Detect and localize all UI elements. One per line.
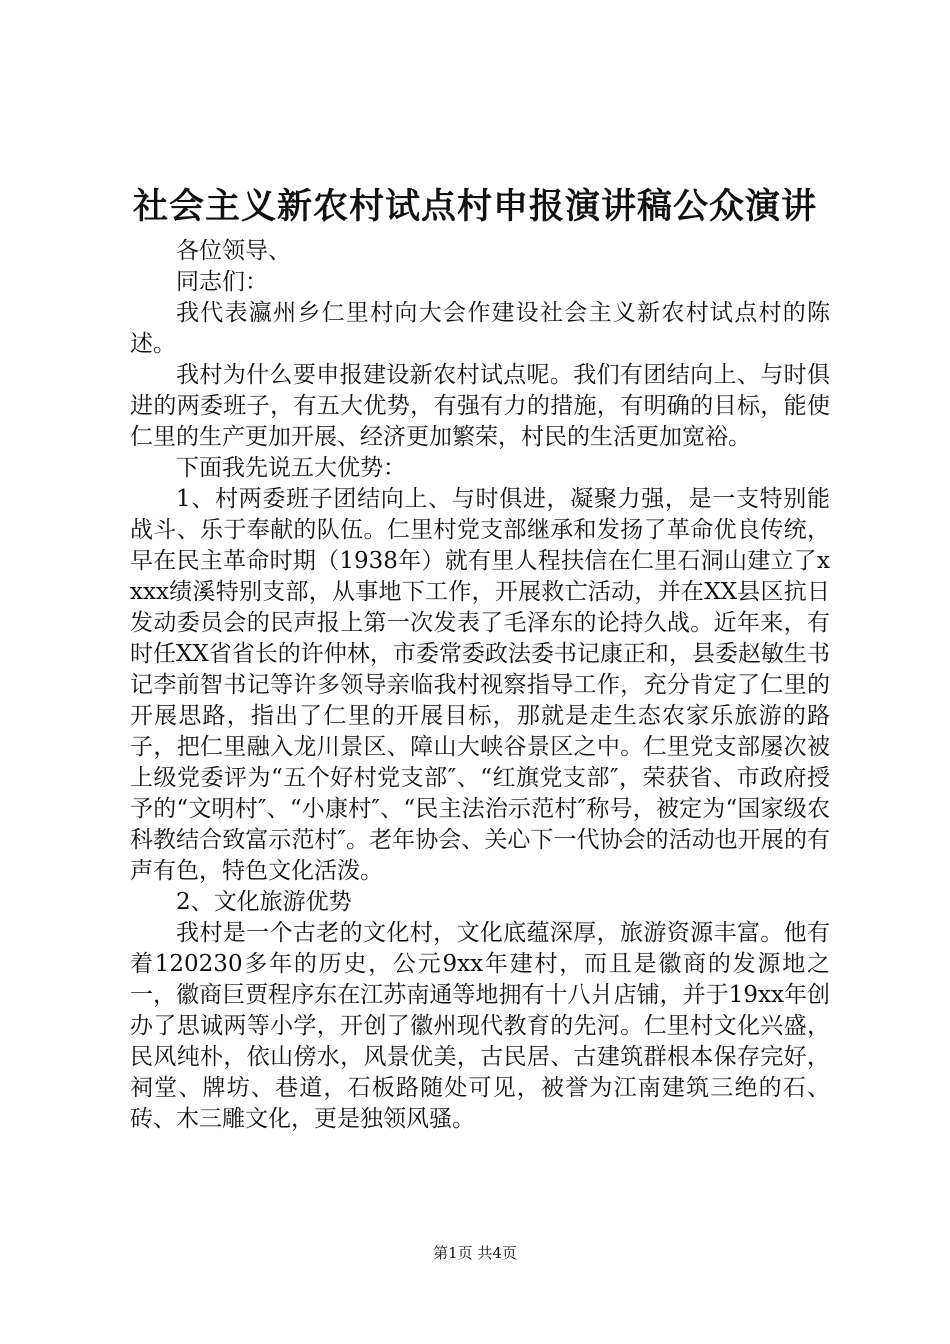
paragraph-culture-tourism: 我村是一个古老的文化村，文化底蕴深厚，旅游资源丰富。他有着120230多年的历史，公元9xx年建村，而且是徽商的发源地之一，徽商巨贾程序东在江苏南通等地拥有十八爿店铺，并于19xx年创办了思诚两等小学，开创了徽州现代教育的先河。仁里村文化兴盛，民风纯朴，依山傍水，风景优美，古民居、古建筑群根本保存完好，祠堂、牌坊、巷道，石板路随处可见，被誉为江南建筑三绝的石、砖、木三雕文化，更是独领风骚。	[130, 920, 830, 1132]
document-title: 社会主义新农村试点村申报演讲稿公众演讲	[132, 186, 817, 227]
salutation-comrades: 同志们：	[176, 269, 268, 295]
paragraph-five-advantages: 下面我先说五大优势：	[176, 455, 406, 481]
heading-advantage-2: 2、文化旅游优势	[176, 889, 352, 915]
document-body	[130, 236, 830, 1135]
paragraph-advantage-1: 1、村两委班子团结向上、与时俱进，凝聚力强，是一支特别能战斗、乐于奉献的队伍。仁里村党支部继承和发扬了革命优良传统，早在民主革命时期（1938年）就有里人程扶信在仁里石洞山建立了xxxx绩溪特别支部，从事地下工作，开展救亡活动，并在XX县区抗日发动委员会的民声报上第一次发表了毛泽东的论持久战。近年来，有时任XX省省长的许仲林，市委常委政法委书记康正和，县委赵敏生书记李前智书记等许多领导亲临我村视察指导工作，充分肯定了仁里的开展思路，指出了仁里的开展目标，那就是走生态农家乐旅游的路子，把仁里融入龙川景区、障山大峡谷景区之中。仁里党支部屡次被上级党委评为“五个好村党支部″、“红旗党支部″，荣获省、市政府授予的“文明村″、“小康村″、“民主法治示范村″称号，被定为“国家级农科教结合致富示范村″。老年协会、关心下一代协会的活动也开展的有声有色，特色文化活泼。	[130, 486, 830, 884]
paragraph-why-apply: 我村为什么要申报建设新农村试点呢。我们有团结向上、与时俱进的两委班子，有五大优势，有强有力的措施，有明确的目标，能使仁里的生产更加开展、经济更加繁荣，村民的生活更加宽裕。	[130, 362, 830, 450]
paragraph-intro: 我代表瀛州乡仁里村向大会作建设社会主义新农村试点村的陈述。	[130, 300, 830, 357]
salutation-leaders: 各位领导、	[176, 238, 291, 264]
page-number-footer: 第1页 共4页	[433, 1244, 517, 1262]
